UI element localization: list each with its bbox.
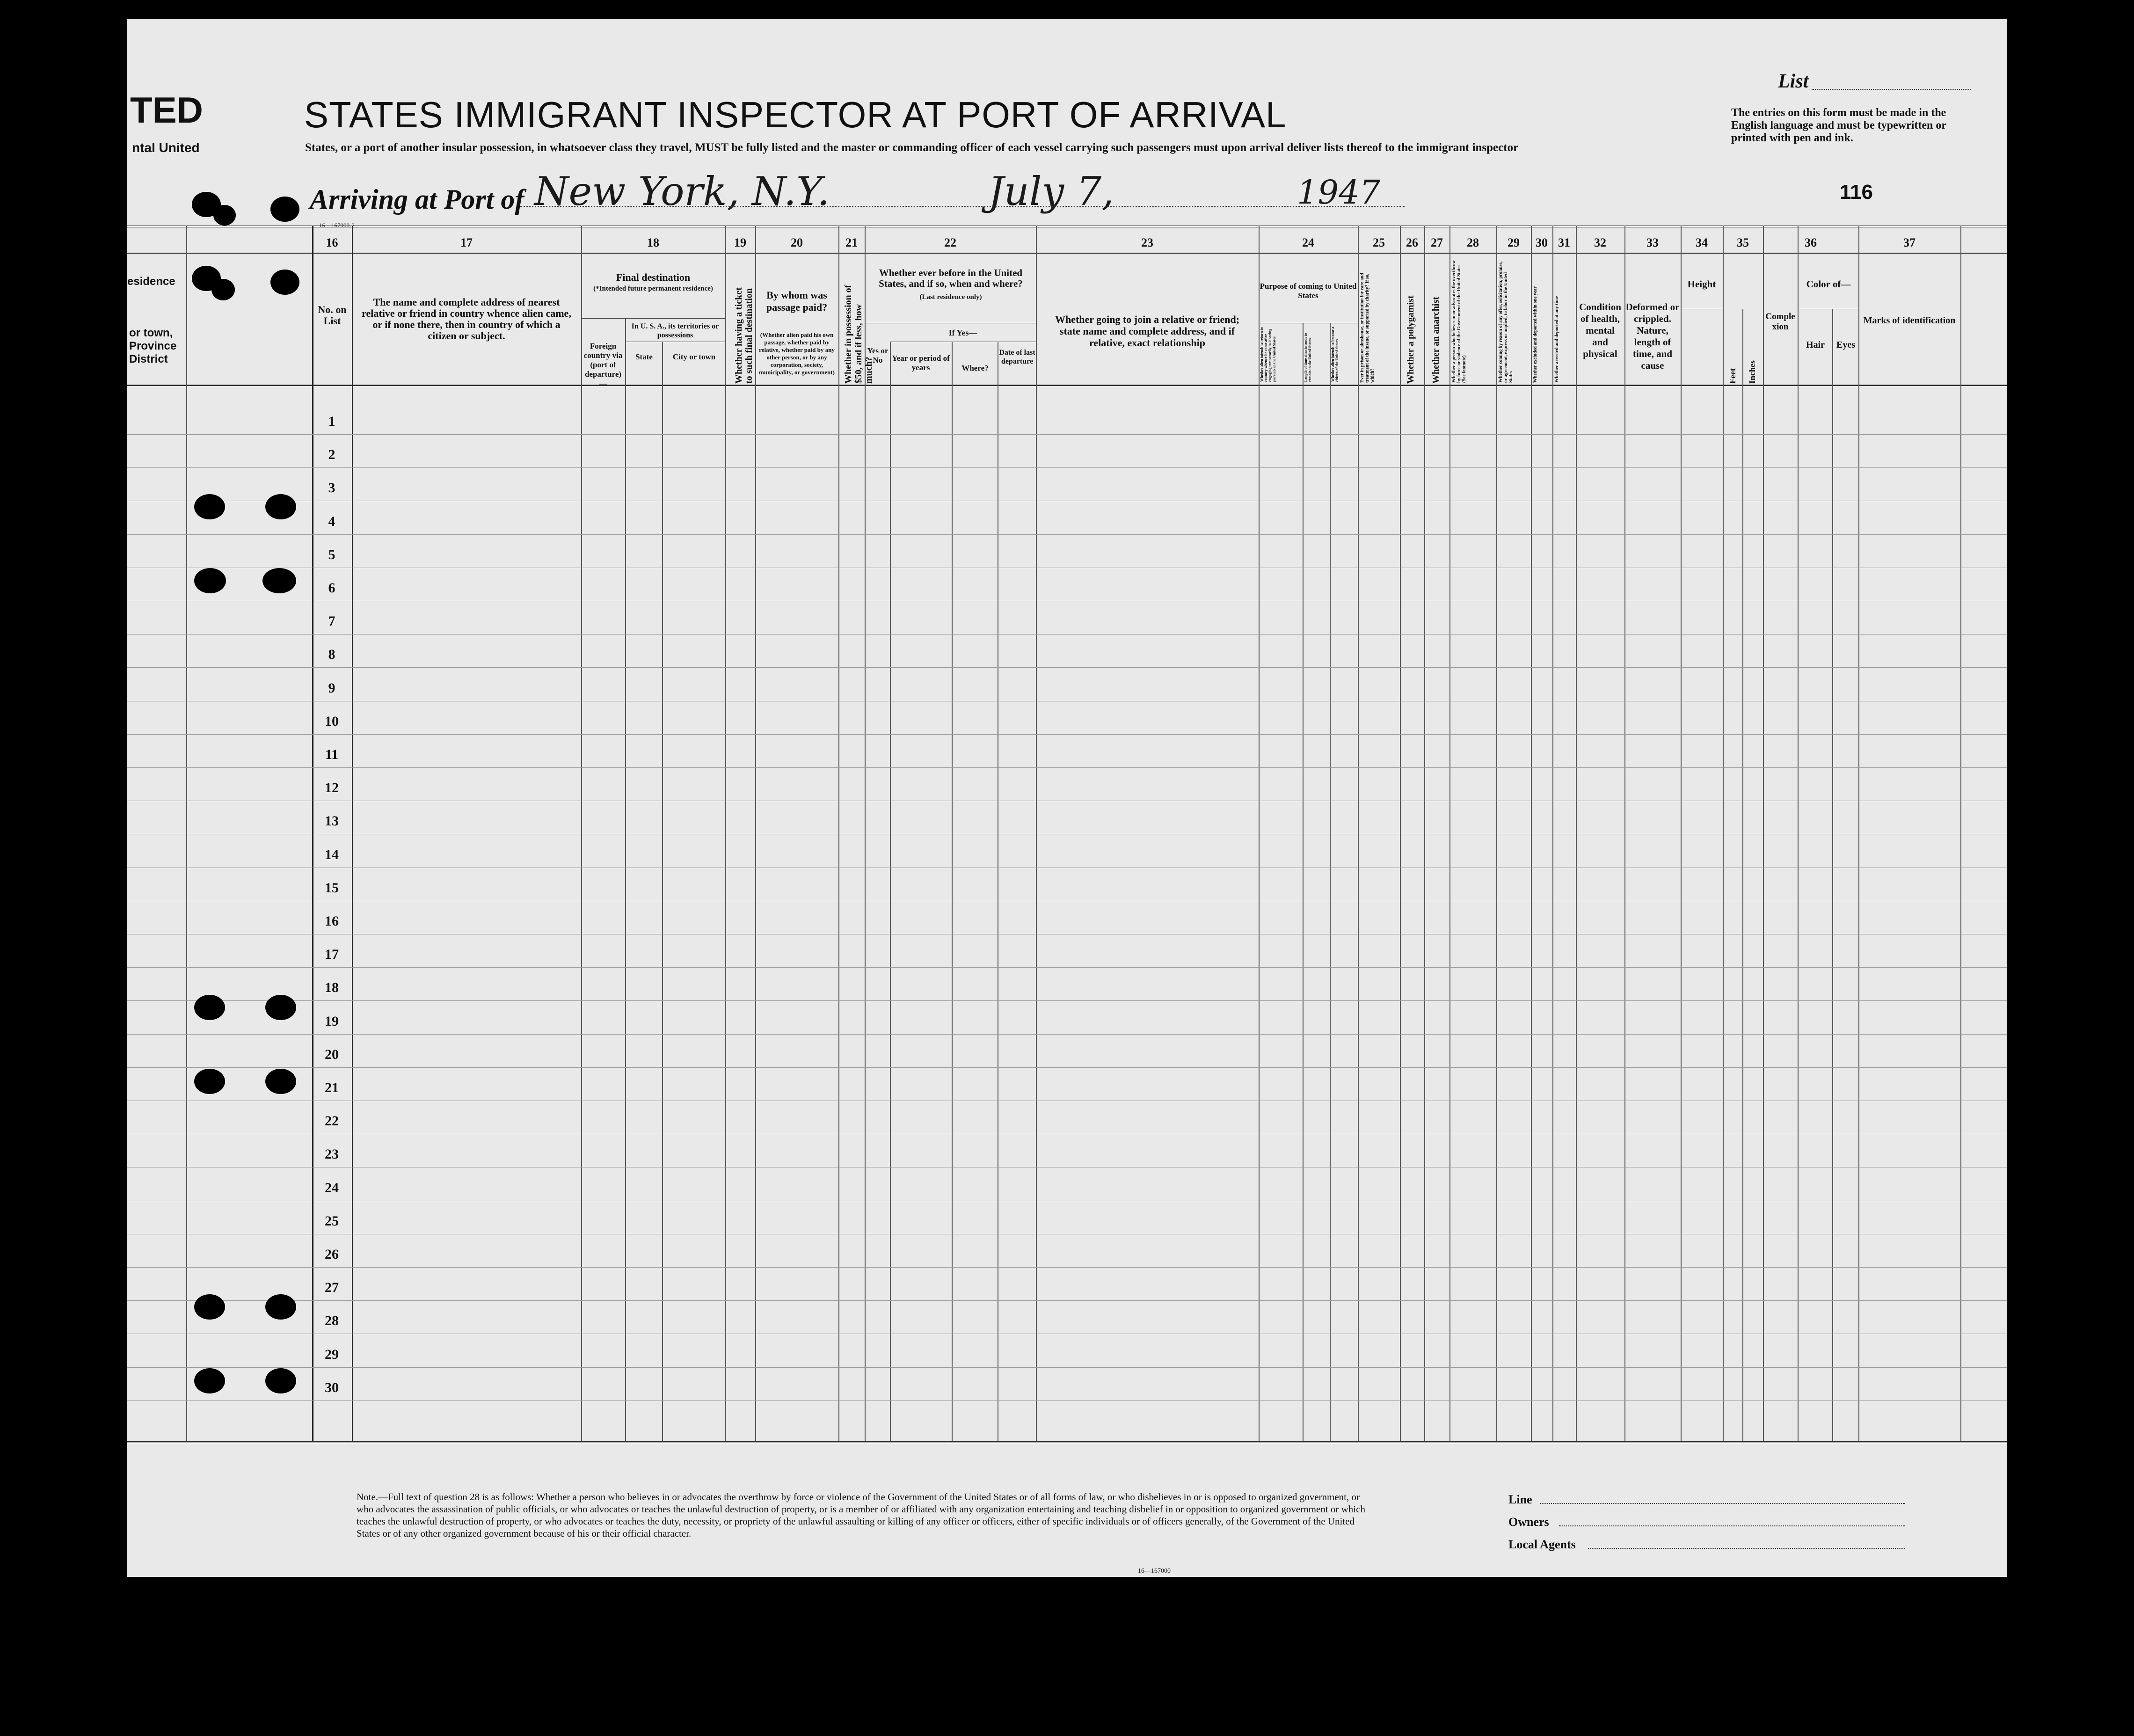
row-number: 25	[325, 1213, 339, 1229]
row-rule	[127, 1367, 2007, 1368]
header-where: Where?	[961, 364, 989, 372]
col-line	[662, 342, 663, 1441]
col-line	[838, 226, 839, 1441]
header-nearest-relative: The name and complete address of nearest relative or friend in country whence alien came, or if none there, then in country of which a citizen or subject.	[362, 296, 571, 342]
line-label: Line	[1508, 1493, 1532, 1506]
page-number: 116	[1840, 181, 1873, 204]
col-number: 28	[1467, 236, 1479, 249]
col-number: 21	[845, 236, 858, 249]
col-line	[755, 226, 756, 1441]
col-line	[1303, 323, 1304, 1441]
header-hair: Hair	[1806, 340, 1825, 350]
fragment-or-town: or town,	[129, 327, 173, 339]
manifest-page	[127, 19, 2007, 1577]
row-rule	[127, 1267, 2007, 1268]
col-line	[186, 226, 187, 1441]
row-number: 4	[328, 513, 335, 529]
fragment-esidence: esidence	[127, 275, 175, 288]
col-line	[352, 226, 353, 1441]
arriving-label: Arriving at Port of	[310, 184, 524, 215]
table-top-rule	[127, 226, 2007, 227]
punch-hole	[194, 494, 225, 519]
col-number: 19	[734, 236, 746, 249]
row-rule	[127, 667, 2007, 668]
punch-hole	[265, 1294, 296, 1320]
page-title: STATES IMMIGRANT INSPECTOR AT PORT OF ARRIVAL	[304, 94, 1287, 135]
col-number: 20	[791, 236, 803, 249]
punch-hole	[270, 197, 299, 222]
punch-hole	[265, 494, 296, 519]
header-ever-before: Whether ever before in the United States, and if so, when and where?	[879, 267, 1023, 289]
row-rule	[127, 1067, 2007, 1068]
row-rule	[127, 634, 2007, 635]
header-going-to-join: Whether going to join a relative or friend; state name and complete address, and if relative, exact relationship	[1055, 314, 1240, 349]
col-line	[1681, 226, 1682, 1441]
row-number: 6	[328, 580, 335, 596]
header-overthrow: Whether a person who believes in or advocates the overthrow by force or violence of the Government of the United States (See footnote)	[1451, 260, 1467, 383]
page-subtitle: States, or a port of another insular possession, in whatsoever class they travel, MUST be fully listed and the master or commanding officer of each vessel carrying such passengers must upon arrival deliver lists thereof to the immigrant inspector	[305, 141, 1519, 154]
col-number: 16	[326, 236, 338, 249]
fragment-district: District	[129, 353, 168, 365]
row-number: 21	[325, 1080, 339, 1095]
col-number: 31	[1558, 236, 1570, 249]
col-line	[1723, 226, 1724, 1441]
col-number: 29	[1508, 236, 1520, 249]
row-number: 20	[325, 1046, 339, 1062]
header-city-or-town: City or town	[672, 352, 716, 361]
form-code-bottom: 16—167000	[1138, 1568, 1171, 1575]
row-number: 28	[325, 1313, 339, 1329]
row-number: 11	[325, 747, 339, 762]
punch-hole	[211, 279, 235, 300]
header-inches: Inches	[1748, 360, 1757, 384]
punch-hole	[194, 1069, 225, 1094]
row-number: 8	[328, 647, 335, 663]
line-field	[1540, 1503, 1905, 1504]
row-number: 15	[325, 880, 339, 896]
col-line	[1960, 226, 1961, 1441]
row-number: 16	[325, 913, 339, 929]
col-number: 18	[647, 236, 659, 249]
col-line	[1624, 226, 1625, 1441]
row-rule	[127, 434, 2007, 435]
row-rule	[127, 967, 2007, 968]
header-if-yes: If Yes—	[948, 328, 977, 337]
row-number: 14	[325, 846, 339, 862]
col-number: 33	[1646, 236, 1659, 249]
row-number: 17	[325, 947, 339, 963]
port-handwritten: New York, N.Y.	[534, 168, 830, 214]
col-line	[1259, 226, 1260, 1441]
punch-hole	[194, 1368, 225, 1393]
header-yes-or-no: Yes or No	[867, 346, 889, 365]
header-feet: Feet	[1728, 368, 1737, 384]
owners-field	[1559, 1525, 1905, 1526]
row-rule	[127, 767, 2007, 768]
year-handwritten: 1947	[1297, 173, 1381, 212]
header-purpose-citizen: Whether alien intends to become a citizen of the United States	[1331, 327, 1339, 382]
row-number: 5	[328, 547, 335, 562]
header-bottom-rule	[127, 385, 2007, 386]
col-number: 27	[1431, 236, 1443, 249]
fragment-ted: TED	[130, 89, 203, 131]
col-number: 24	[1302, 236, 1314, 249]
col-number: 26	[1406, 236, 1418, 249]
row-number: 19	[325, 1013, 339, 1029]
col-number: 37	[1903, 236, 1916, 249]
punch-hole	[265, 995, 296, 1020]
header-passage-paid-note: (Whether alien paid his own passage, whether paid by relative, whether paid by any other person, or by any corporation, society, municipality, or government)	[759, 331, 835, 376]
row-rule	[127, 1000, 2007, 1001]
header-purpose: Purpose of coming to United States	[1260, 282, 1357, 300]
col-number: 32	[1594, 236, 1606, 249]
header-passage-paid: By whom was passage paid?	[766, 289, 828, 313]
row-number: 27	[325, 1280, 339, 1296]
col-line	[1858, 226, 1859, 1441]
header-complexion: Complexion	[1765, 312, 1795, 332]
row-number: 10	[325, 713, 339, 729]
row-number: 12	[325, 780, 339, 796]
form-instructions: The entries on this form must be made in the English language and must be typewritten or printed with pen and ink.	[1731, 107, 1946, 144]
header-purpose-length: Length of time alien intends to remain in the United States	[1304, 333, 1312, 382]
col-line	[890, 342, 891, 1441]
header-arrested: Whether arrested and deported at any time	[1554, 296, 1559, 383]
header-health: Condition of health, mental and physical	[1579, 301, 1621, 359]
col-line	[1531, 226, 1532, 1441]
header-eyes: Eyes	[1836, 340, 1855, 350]
row-number: 9	[328, 680, 335, 696]
row-number: 24	[325, 1180, 339, 1196]
col-line	[1496, 226, 1497, 1441]
col-line	[1576, 226, 1577, 1441]
punch-hole	[270, 270, 299, 295]
local-agents-field	[1588, 1548, 1905, 1549]
col-line	[1036, 226, 1037, 1441]
date-handwritten: July 7,	[988, 168, 1114, 214]
col-number: 23	[1141, 236, 1153, 249]
col-line	[1400, 226, 1401, 1441]
header-height: Height	[1687, 278, 1716, 290]
row-rule	[127, 1300, 2007, 1301]
row-number: 18	[325, 980, 339, 996]
col-line	[1358, 226, 1359, 1441]
col-line	[625, 318, 626, 1441]
row-rule	[127, 1400, 2007, 1401]
row-number: 3	[328, 480, 335, 496]
row-number: 30	[325, 1379, 339, 1395]
sub-rule	[581, 318, 725, 319]
col-line	[865, 226, 866, 1441]
header-foreign-country: Foreign country via (port of departure)—	[583, 342, 623, 388]
punch-hole	[213, 205, 236, 226]
punch-hole	[262, 568, 296, 593]
header-marks-of-identification: Marks of identification	[1863, 315, 1956, 326]
punch-hole	[265, 1368, 296, 1393]
row-number: 29	[325, 1346, 339, 1362]
header-excluded: Whether excluded and deported within one year	[1533, 286, 1538, 383]
row-number: 1	[328, 414, 335, 429]
header-date-last-departure: Date of last departure	[999, 349, 1035, 365]
col-line	[952, 342, 953, 1441]
fragment-ntal-united: ntal United	[132, 140, 200, 155]
col-line	[1424, 226, 1425, 1441]
footnote-question-28: Note.—Full text of question 28 is as follows: Whether a person who believes in or advocates the overthrow by force or violence of the Government of the United States or of all forms of law, or who disbelieves in or is opposed to organized government, or who advocates the assassination of public officials, or who advocates or teaches the unlawful destruction of property, or is a member of or affiliated with any organization entertaining and teaching disbelief in or opposition to organized government or which teaches the unlawful destruction of property, or who advocates or teaches the duty, necessity, or propriety of the unlawful assaulting or killing of any officer or officers, either of specific individuals or of officers generally, of the Government of the United States or of any other organized government because of his or their official character.	[357, 1491, 1365, 1539]
col-line	[581, 226, 582, 1441]
row-rule	[127, 734, 2007, 735]
col-line	[1798, 226, 1799, 1441]
col-number: 36	[1805, 236, 1817, 249]
col-number: 25	[1373, 236, 1385, 249]
col-line	[725, 226, 726, 1441]
header-in-usa: In U. S. A., its territories or possessions	[631, 322, 719, 339]
header-polygamist: Whether a polygamist	[1406, 295, 1416, 384]
header-state: State	[635, 352, 653, 361]
row-number: 23	[325, 1146, 339, 1162]
header-purpose-return: Whether alien intends to return to country whence he came after engaging temporarily in laboring pursuits in the United States	[1260, 327, 1276, 382]
row-rule	[127, 1034, 2007, 1035]
header-fifty-dollars: Whether in possession of $50, and if less, how much?	[843, 284, 874, 384]
punch-hole	[194, 995, 225, 1020]
row-number: 7	[328, 613, 335, 629]
row-number: 2	[328, 447, 335, 463]
header-anarchist: Whether an anarchist	[1431, 297, 1441, 384]
header-final-destination-note: (*Intended future permanent residence)	[593, 285, 713, 292]
header-offer-to-labor: Whether coming by reason of any offer, solicitation, promise, or agreement, express or implied, to labor in the United States	[1498, 261, 1514, 383]
header-last-residence: (Last residence only)	[919, 293, 982, 301]
owners-label: Owners	[1508, 1515, 1549, 1529]
col-number: 34	[1696, 236, 1708, 249]
fragment-province: Province	[129, 340, 177, 352]
row-number: 13	[325, 813, 339, 829]
list-line	[1812, 89, 1971, 90]
header-year-or-period: Year or period of years	[892, 354, 950, 372]
row-number: 26	[325, 1247, 339, 1262]
punch-hole	[265, 1069, 296, 1094]
col-number: 22	[944, 236, 956, 249]
header-ticket: Whether having a ticket to such final destination	[734, 287, 754, 384]
col-number: 17	[460, 236, 473, 249]
col-line	[1832, 309, 1833, 1441]
form-code-top: 16—167000-2	[319, 222, 355, 229]
column-number-rule	[127, 253, 2007, 254]
row-rule	[127, 467, 2007, 468]
col-line	[1763, 226, 1764, 1441]
header-color-of: Color of—	[1806, 278, 1851, 290]
header-deformed: Deformed or crippled. Nature, length of time, and cause	[1625, 301, 1680, 371]
header-final-destination: Final destination	[616, 271, 691, 283]
header-no-on-list: No. on List	[318, 304, 347, 327]
punch-hole	[194, 1294, 225, 1320]
list-label: List	[1778, 71, 1809, 92]
table-bottom-rule	[127, 1441, 2007, 1443]
col-number: 30	[1536, 236, 1548, 249]
col-line	[1552, 226, 1553, 1441]
local-agents-label: Local Agents	[1508, 1538, 1576, 1551]
col-number: 35	[1737, 236, 1749, 249]
col-line	[1742, 309, 1743, 1441]
punch-hole	[194, 568, 226, 593]
col-line	[1330, 323, 1331, 1441]
col-line	[1449, 226, 1450, 1441]
row-number: 22	[325, 1113, 339, 1129]
header-prison: Ever in prison or almshouse, or institution for care and treatment of the insane, or supported by charity? If so, which?	[1360, 273, 1375, 383]
row-rule	[127, 534, 2007, 535]
